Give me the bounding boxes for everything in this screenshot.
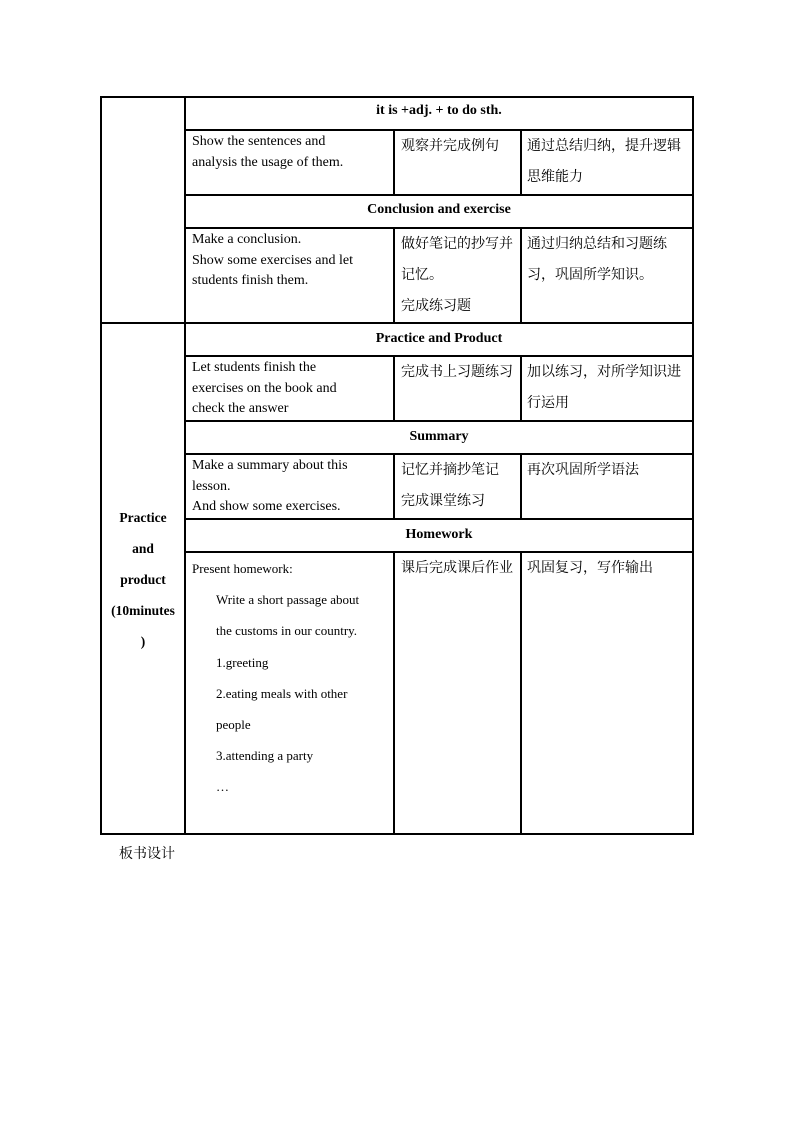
- rule: [393, 551, 395, 835]
- rule: [520, 453, 522, 520]
- rule: [393, 227, 395, 324]
- section-header-structure: it is +adj. + to do sth.: [376, 103, 502, 118]
- rule: [692, 96, 694, 835]
- homework-intro: Present homework:: [192, 561, 293, 576]
- rule: [100, 96, 694, 98]
- section-header-homework: Homework: [405, 527, 473, 542]
- section-header-practice: Practice and Product: [375, 331, 503, 346]
- student-activity: 记忆并摘抄笔记 完成课堂练习: [401, 462, 499, 509]
- rule: [185, 518, 694, 520]
- blackboard-design-label: 板书设计: [119, 846, 175, 862]
- student-activity: 课后完成课后作业: [401, 560, 513, 576]
- rule: [100, 96, 102, 835]
- teacher-activity: Show the sentences and analysis the usage of them.: [192, 134, 344, 170]
- design-purpose: 通过归纳总结和习题练 习，巩固所学知识。: [527, 236, 667, 283]
- homework-content: [192, 553, 359, 803]
- rule: [185, 194, 694, 196]
- teacher-activity: Make a conclusion. Show some exercises and let students finish them.: [192, 232, 353, 288]
- teacher-activity: Let students finish the exercises on the book and check the answer: [192, 360, 337, 416]
- stage-label: Practice and product (10minutes ): [111, 510, 175, 649]
- rule: [393, 129, 395, 196]
- rule: [520, 129, 522, 196]
- rule: [520, 227, 522, 324]
- homework-lines: Write a short passage about the customs in our country. 1.greeting 2.eating meals with other people 3.attending a party …: [216, 592, 360, 795]
- rule: [393, 355, 395, 422]
- design-purpose: 再次巩固所学语法: [527, 462, 639, 478]
- rule: [185, 420, 694, 422]
- rule: [100, 833, 694, 835]
- section-header-conclusion: Conclusion and exercise: [367, 202, 511, 217]
- design-purpose: 加以练习，对所学知识进 行运用: [527, 364, 681, 411]
- rule: [520, 355, 522, 422]
- student-activity: 做好笔记的抄写并 记忆。 完成练习题: [401, 236, 513, 314]
- design-purpose: 通过总结归纳，提升逻辑 思维能力: [527, 138, 681, 185]
- rule: [520, 551, 522, 835]
- teacher-activity: Make a summary about this lesson. And show some exercises.: [192, 458, 348, 514]
- section-header-summary: Summary: [409, 429, 469, 444]
- student-activity: 观察并完成例句: [401, 138, 499, 154]
- design-purpose: 巩固复习，写作输出: [527, 560, 653, 576]
- student-activity: 完成书上习题练习: [401, 364, 513, 380]
- rule: [393, 453, 395, 520]
- rule: [100, 322, 694, 324]
